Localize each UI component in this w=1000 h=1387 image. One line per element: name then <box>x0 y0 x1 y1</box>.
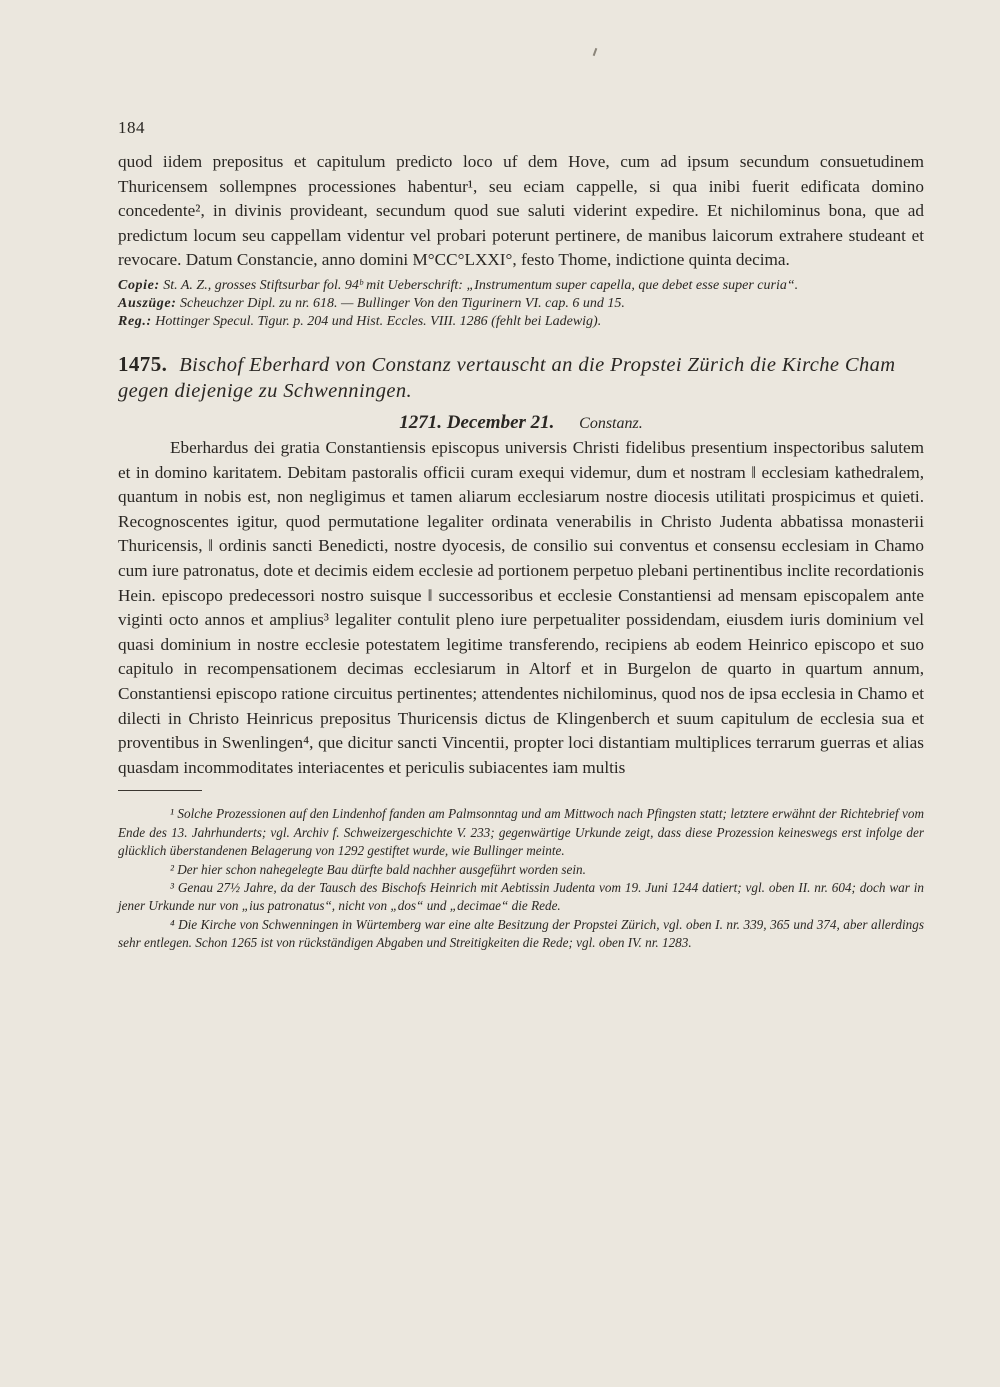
footnote-separator <box>118 790 202 791</box>
copie-text: St. A. Z., grosses Stiftsurbar fol. 94ᵇ mit Ueberschrift: „Instrumentum super capella, que debet esse super curia“. <box>163 277 799 293</box>
document-place: Constanz. <box>579 414 643 432</box>
document-title: Bischof Eberhard von Constanz vertauscht an die Propstei Zürich die Kirche Cham gegen diejenige zu Schwenningen. <box>118 353 896 402</box>
document-date: December 21. <box>446 411 555 433</box>
auszuege-note <box>118 295 924 313</box>
footnote-4: ⁴ Die Kirche von Schwenningen in Würtemberg war eine alte Besitzung der Propstei Zürich, vgl. oben I. nr. 339, 365 und 374, aber allerdings sehr entlegen. Schon 1265 ist von rückständigen Abgaben und Streitigkeiten die Rede; vgl. oben IV. nr. 1283. <box>118 916 924 951</box>
footnote-1: ¹ Solche Prozessionen auf den Lindenhof fanden am Palmsonntag und am Mittwoch nach Pfingsten statt; letztere erwähnt der Richtebrief vom Ende des 13. Jahrhunderts; vgl. Archiv f. Schweizergeschichte V. 233; gegenwärtige Urkunde zeigt, dass diese Prozession keineswegs erst infolge der glücklich überstandenen Belagerung von 1292 gestiftet wurde, wie Bullinger meinte. <box>118 806 924 859</box>
page-number: 184 <box>118 118 145 137</box>
footnote-3: ³ Genau 27½ Jahre, da der Tausch des Bischofs Heinrich mit Aebtissin Judenta vom 19. Juni 1244 datiert; vgl. oben II. nr. 604; doch war in jener Urkunde nur von „ius patronatus“, nicht von „dos“ und „decimae“ die Rede. <box>118 879 924 914</box>
reg-text: Hottinger Specul. Tigur. p. 204 und Hist. Eccles. VIII. 1286 (fehlt bei Ladewig). <box>155 313 602 329</box>
document-date-line <box>118 412 924 434</box>
page-content <box>118 150 924 953</box>
reg-note <box>118 313 924 331</box>
auszuege-label: Auszüge: <box>118 295 177 311</box>
source-notes <box>118 277 924 331</box>
document-year: 1271. <box>399 411 443 433</box>
main-paragraph: Eberhardus dei gratia Constantiensis episcopus universis Christi fidelibus presentium inspectoribus salutem et in domino karitatem. Debitam pastoralis officii curam exequi videmur, dum et nostram ‖ ecclesiam kathedralem, quantum in nobis est, non negligimus et tamen aliarum ecclesiarum nostre diocesis utilitati prospicimus et quieti. Recognoscentes igitur, quod permutatione legaliter ordinata venerabilis in Christo Judenta abbatissa monasterii Thuricensis, ‖ ordinis sancti Benedicti, nostre dyocesis, de consilio sui conventus et consensu ecclesiam in Chamo cum iure patronatus, dote et decimis eidem ecclesie ad portionem perpetuo plebani pertinentibus inclite recordationis Hein. episcopo predecessori nostro suisque ‖ successoribus et ecclesie Constantiensi ad mensam episcopalem ante viginti octo annos et amplius³ legaliter contulit pleno iure perpetualiter possidendam, eiusdem iuris dominium vel quasi dominium in nostre ecclesie potestatem legitime transferendo, recipiens ab eodem Heinrico episcopo et suo capitulo in recompensationem decimas ecclesiarum in Altorf et in Burgelon de quarto in quartum annum, Constantiensi episcopo ratione circuitus pertinentes; attendentes nichilominus, quod nos de ipsa ecclesia in Chamo et dilecti in Christo Heinricus prepositus Thuricensis dictus de Klingenberch et suum capitulum de ecclesia sua et proventibus in Swenlingen⁴, que dicitur sancti Vincentii, propter loci distantiam multiplices terrarum guerras et alias quasdam incommoditates interiacentes et periculis subiacentes iam multis <box>118 437 924 777</box>
document-heading <box>118 351 924 404</box>
footnote-2: ² Der hier schon nahegelegte Bau dürfte bald nachher ausgeführt worden sein. <box>170 861 586 877</box>
reg-label: Reg.: <box>118 313 152 329</box>
copie-note <box>118 277 924 295</box>
footnotes <box>118 805 924 952</box>
pencil-mark <box>593 48 598 56</box>
auszuege-text: Scheuchzer Dipl. zu nr. 618. — Bullinger Von den Tigurinern VI. cap. 6 und 15. <box>179 295 625 311</box>
document-number: 1475. <box>118 351 168 376</box>
continuation-paragraph: quod iidem prepositus et capitulum predicto loco uf dem Hove, cum ad ipsum secundum consuetudinem Thuricensem sollempnes processiones habentur¹, seu eciam cappelle, si qua inibi fuerit edificata domino concedente², in divinis provideant, secundum quod sue saluti viderint expedire. Et nichilominus bona, que ad predictum locum seu cappellam videntur vel probari poterunt pertinere, de manibus laicorum extrahere studeant et revocare. Datum Constancie, anno domini M°CC°LXXI°, festo Thome, indictione quinta decima. <box>118 152 924 270</box>
copie-label: Copie: <box>118 277 160 293</box>
